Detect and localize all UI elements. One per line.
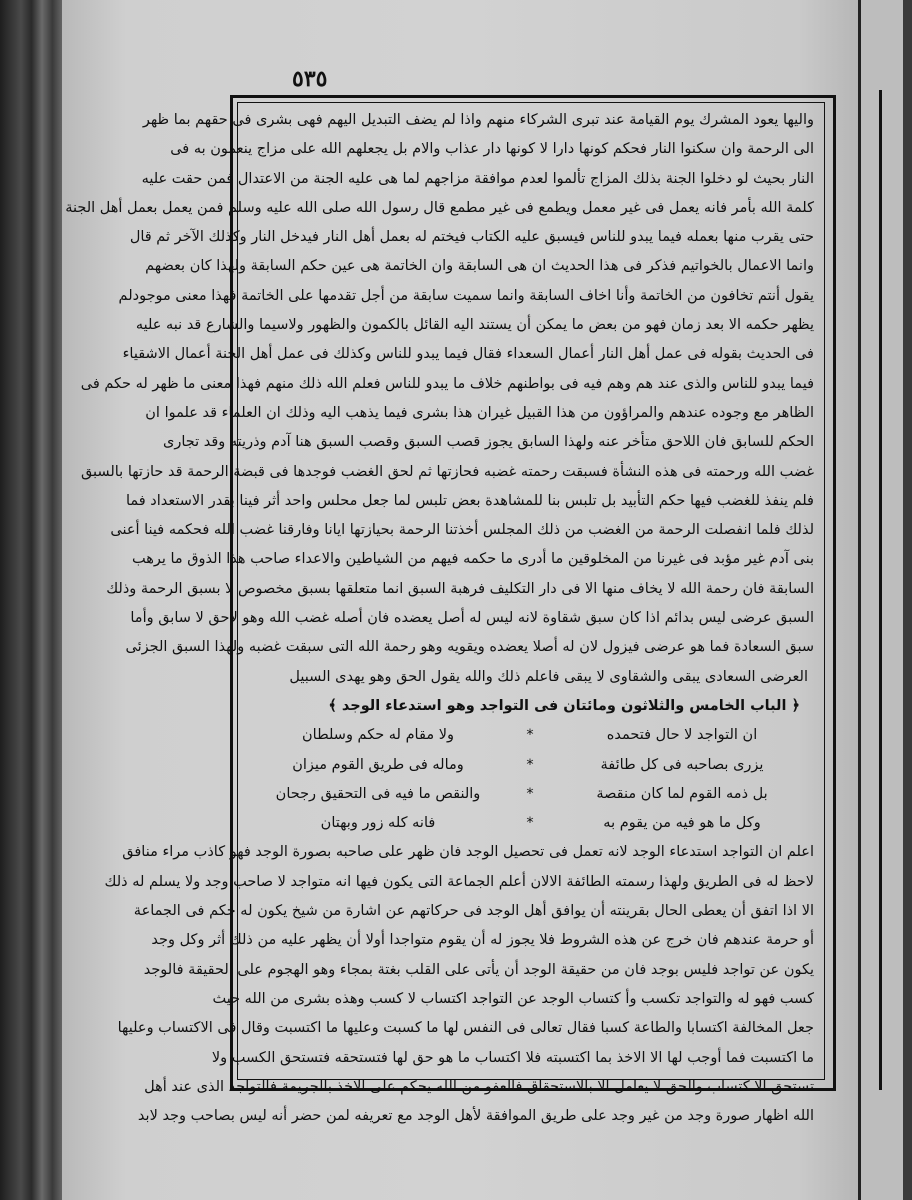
verse-separator: * — [526, 785, 534, 802]
prose-line: كسب فهو له والتواجد تكسب وأ كتساب الوجد عن التواجد اكتساب لا كسب وهذه بشرى من الله حيث — [212, 990, 814, 1007]
prose-line: سبق السعادة فما هو عرضى فيزول لان له أصلا يعضده ويقويه وهو رحمة الله التى سبقت غضبه ولهذا السبق الجزئى — [125, 639, 814, 656]
prose-line: اعلم ان التواجد استدعاء الوجد لانه تعمل فى تحصيل الوجد فان ظهر على صاحبه بصورة الوجد فهو كاذب مراء منافق — [122, 844, 814, 861]
prose-line: الله اظهار صورة وجد من غير وجد على طريق الموافقة لأهل الوجد مع تعريفه لمن حضر أنه ليس بصاحب وجد لابد — [137, 1108, 814, 1125]
prose-line: الى الرحمة وان سكنوا النار فحكم كونها دارا لا كونها دار عذاب والام بل يجعلهم الله على مزاج ينعمون به فى — [170, 141, 814, 158]
prose-line: غضب الله ورحمته فى هذه النشأة فسبقت رحمته غضبه فحازتها ثم لحق الغضب فوجدها فى قبضة الرحمة قد حازتها بالسبق — [80, 463, 814, 480]
verse-second-hemistich: فانه كله زور وبهتان — [320, 815, 436, 832]
facing-page-edge — [858, 0, 903, 1200]
chapter-heading: ﴿ الباب الخامس والثلاثون ومائتان فى التواجد وهو استدعاء الوجد ﴾ — [328, 697, 800, 714]
prose-line: السبق عرضى ليس بدائم اذا كان سبق شقاوة لانه ليس له أصل يعضده فان أصله غضب الله وهو لاحق لا سابق وأما — [130, 610, 814, 627]
verse-first-hemistich: بل ذمه القوم لما كان منقصة — [596, 785, 768, 802]
verse-first-hemistich: وكل ما هو فيه من يقوم به — [603, 815, 761, 832]
poem-verse — [246, 780, 814, 809]
verse-separator: * — [526, 727, 534, 744]
prose-line: العرضى السعادى يبقى والشقاوى لا يبقى فاعلم ذلك والله يقول الحق وهو يهدى السبيل — [289, 668, 808, 685]
facing-page-frame-fragment — [879, 90, 912, 1090]
prose-line: وانما الاعمال بالخواتيم فذكر فى هذا الحديث ان هى السابقة وان الخاتمة هى عين حكم السابقة ولهذا كان بعضهم — [145, 258, 814, 275]
poem-verse — [246, 751, 814, 780]
prose-line: الظاهر مع وجوده عندهم والمراؤون من هذا القبيل غيران هذا بشرى فيما يذهب اليه وذلك ان العلماء قد علموا ان — [145, 404, 814, 421]
prose-line: ما اكتسبت فما أوجب لها الا الاخذ بما اكتسبته فلا اكتساب ما هو حق لها فتستحقه فتستحق الكسب ولا — [211, 1049, 814, 1066]
prose-line: لذلك فلما انفصلت الرحمة من الغضب من ذلك المجلس أخذتنا الرحمة بحيازتها ايانا وفارقنا غضب الله فحكمه فينا أعنى — [110, 522, 814, 539]
prose-line: لاحظ له فى الطريق ولهذا رسمته الطائفة الالان أعلم الجماعة التى يكون فيها انه متواجد لا صاحب وجد ولا يسلم له ذلك — [104, 873, 814, 890]
prose-line: فيما يبدو للناس والذى عند هم وهم فيه فى بواطنهم خلاف ما يبدو للناس فعلم الله ذلك منهم فهذا معنى ما ظهر له حكم فى — [80, 375, 814, 392]
verse-first-hemistich: يزرى بصاحبه فى كل طائفة — [600, 756, 764, 773]
poem-verse — [246, 809, 814, 838]
prose-line: السابقة فان رحمة الله لا يخاف منها الا فى دار التكليف فرهبة السبق انما متعلقها بسبق مخصوص لا بسبق الرحمة وذلك — [106, 580, 814, 597]
prose-line: فى الحديث بقوله فى عمل أهل النار أعمال السعداء فقال فيما يبدو للناس وكذلك فى عمل أهل الجنة أعمال الاشقياء — [122, 346, 814, 363]
prose-line: تستحق الا كتساب والحق لا يعامل الا بالاستحقاق فالعفو من الله يحكم على الاخذ بالجريمة فالتواجد الذى عند أهل — [144, 1078, 814, 1095]
prose-line: الا اذا اتفق أن يعطى الحال بقرينته أن يوافق أهل الوجد فى حركاتهم عن اشارة من شيخ يكون له حكم فى الجماعة — [133, 903, 814, 920]
prose-line: أو حرمة عندهم فان خرج عن هذه الشروط فلا يجوز له أن يقوم متواجدا أولا أن يظهر عليه من ذلك أثر وكل وجد — [151, 932, 814, 949]
poem-verse — [246, 721, 814, 750]
prose-line: النار بحيث لو دخلوا الجنة بذلك المزاج تألموا لعدم موافقة مزاجهم لما هى عليه الجنة من الاعتدال فمن حقت عليه — [141, 170, 814, 187]
verse-separator: * — [526, 815, 534, 832]
verse-first-hemistich: ان التواجد لا حال فتحمده — [606, 727, 758, 744]
page-number: ٥٣٥ — [292, 66, 328, 92]
prose-line: بنى آدم غير مؤبد فى غيرنا من المخلوقين ما أدرى ما حكمه فيهم من الشياطين والاعداء صاحب هذا الذوق ما يرهب — [131, 551, 814, 568]
verse-second-hemistich: وماله فى طريق القوم ميزان — [292, 756, 464, 773]
prose-line: فلم ينفذ للغضب فيها حكم التأبيد بل تلبس بنا للمشاهدة بعض تلبس لما جعل محلس واحد أثر فينا بقدر الاستعداد فما — [125, 492, 814, 509]
prose-line: واليها يعود المشرك يوم القيامة عند تبرى الشركاء منهم واذا لم يضف التبديل اليهم فهى بشرى فى حقهم بما ظهر — [142, 112, 814, 128]
prose-line: الحكم للسابق فان اللاحق متأخر عنه ولهذا السابق يجوز قصب السبق وقصب السبق هنا آدم وذريته وقد تجارى — [162, 434, 814, 451]
prose-line: كلمة الله بأمر فانه يعمل فى غير معمل ويطمع فى غير مطمع قال رسول الله صلى الله عليه وسلم فمن يعمل بعمل أهل الجنة — [65, 199, 814, 216]
verse-separator: * — [526, 756, 534, 773]
verse-second-hemistich: والنقص ما فيه فى التحقيق رجحان — [275, 785, 481, 802]
prose-line: يظهر حكمه الا بعد زمان فهو من بعض ما يمكن أن يستند اليه القائل بالكمون والظهور ولاسيما والشارع قد نبه عليه — [135, 317, 814, 334]
page-text — [65, 106, 814, 1125]
prose-line: جعل المخالفة اكتسابا والطاعة كسبا فقال تعالى فى النفس لها ما كسبت وعليها ما اكتسبت وقال فى الاكتساب وعليها — [117, 1020, 814, 1037]
book-gutter — [0, 0, 70, 1200]
prose-line: يقول أنتم تخافون من الخاتمة وأنا اخاف السابقة وانما سميت سابقة من أجل تقدمها على الخاتمة فهذا معنى موجودلم — [118, 287, 814, 304]
prose-line: حتى يقرب منها بعمله فيما يبدو للناس فيسبق عليه الكتاب فيختم له بعمل أهل النار فيدخل النار وكذلك الآخر ثم قال — [129, 229, 814, 246]
verse-second-hemistich: ولا مقام له حكم وسلطان — [302, 727, 454, 744]
prose-line: يكون عن تواجد فليس بوجد فان من حقيقة الوجد أن يأتى على القلب بغتة بمجاء وهو الهجوم على الحقيقة فالوجد — [143, 961, 814, 978]
